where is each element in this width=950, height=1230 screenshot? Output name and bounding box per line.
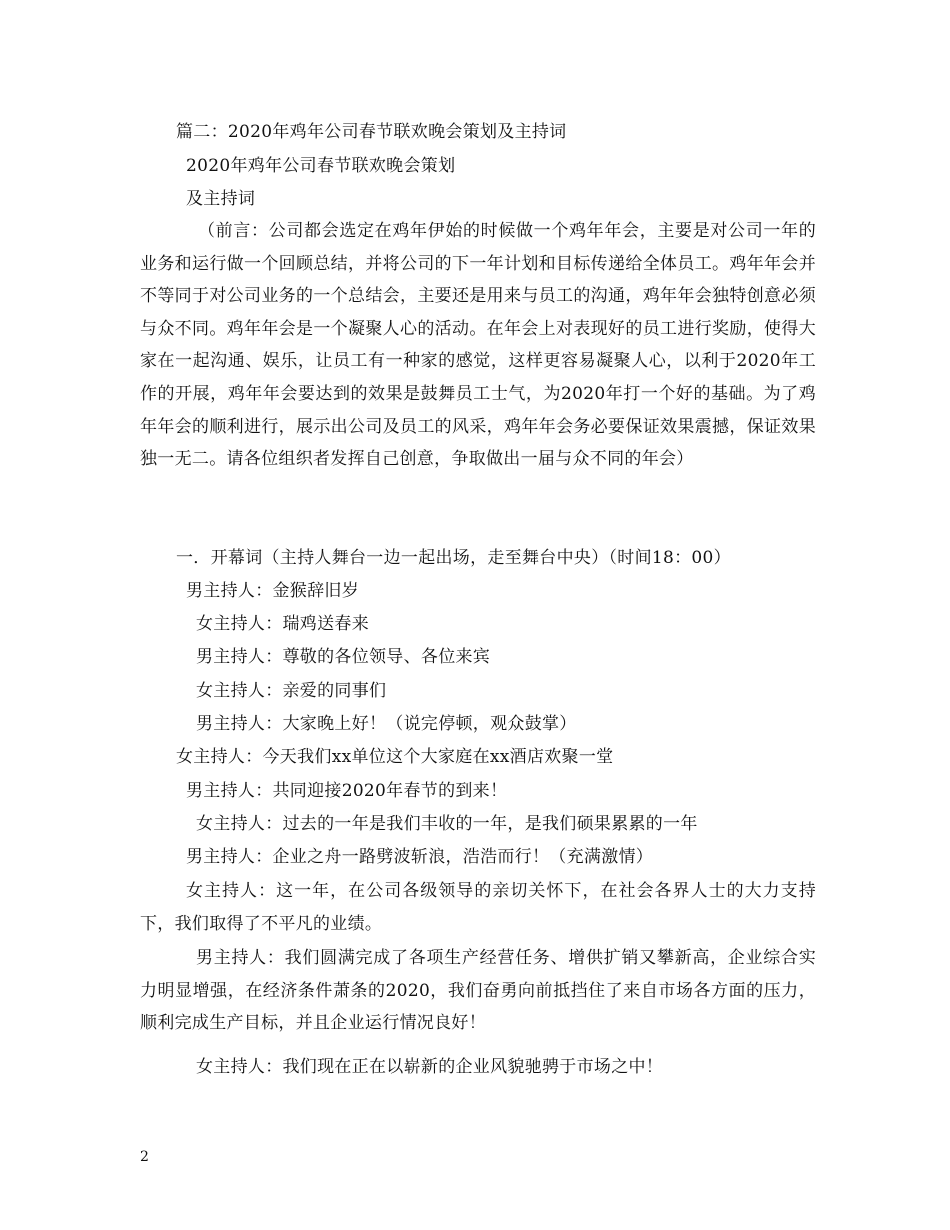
dialogue-line: 男主持人：大家晚上好！（说完停顿，观众鼓掌） <box>196 714 577 734</box>
dialogue-line: 女主持人：瑞鸡送春来 <box>196 614 369 634</box>
male-host-paragraph: 男主持人：我们圆满完成了各项生产经营任务、增供扩销又攀新高，企业综合实力明显增强，在经济条件萧条的2020，我们奋勇向前抵挡住了来自市场各方面的压力，顺利完成生产目标，并且企业运行情况良好！ <box>140 948 816 1034</box>
dialogue-line: 女主持人：我们现在正在以崭新的企业风貌驰骋于市场之中！ <box>196 1057 664 1077</box>
dialogue-line: 女主持人：今天我们xx单位这个大家庭在xx酒店欢聚一堂 <box>176 747 614 767</box>
preface-paragraph: （前言：公司都会选定在鸡年伊始的时候做一个鸡年年会，主要是对公司一年的业务和运行做一个回顾总结，并将公司的下一年计划和目标传递给全体员工。鸡年年会并不等同于对公司业务的一个总结会，主要还是用来与员工的沟通，鸡年年会独特创意必须与众不同。鸡年年会是一个凝聚人心的活动。在年会上对表现好的员工进行奖励，使得大家在一起沟通、娱乐，让员工有一种家的感觉，这样更容易凝聚人心，以利于2020年工作的开展，鸡年年会要达到的效果是鼓舞员工士气，为2020年打一个好的基础。为了鸡年年会的顺利进行，展示出公司及员工的风采，鸡年年会务必要保证效果震撼，保证效果独一无二。请各位组织者发挥自己创意，争取做出一届与众不同的年会） <box>140 221 816 470</box>
dialogue-line: 女主持人：亲爱的同事们 <box>196 681 387 701</box>
page-number: 2 <box>140 1149 149 1165</box>
dialogue-line: 女主持人：过去的一年是我们丰收的一年，是我们硕果累累的一年 <box>196 814 698 834</box>
dialogue-line: 男主持人：尊敬的各位领导、各位来宾 <box>196 647 491 667</box>
dialogue-line: 男主持人：共同迎接2020年春节的到来！ <box>186 781 508 801</box>
heading-subtitle: 2020年鸡年公司春节联欢晚会策划 <box>186 156 456 176</box>
heading-title: 篇二：2020年鸡年公司春节联欢晚会策划及主持词 <box>176 122 567 142</box>
female-host-paragraph: 女主持人：这一年，在公司各级领导的亲切关怀下，在社会各界人士的大力支持下，我们取得了不平凡的业绩。 <box>140 881 816 934</box>
dialogue-line: 男主持人：企业之舟一路劈波斩浪，浩浩而行！（充满激情） <box>186 847 654 867</box>
dialogue-line: 男主持人：金猴辞旧岁 <box>186 581 359 601</box>
heading-subtitle-continued: 及主持词 <box>186 189 256 209</box>
section-opening-heading: 一．开幕词（主持人舞台一边一起出场，走至舞台中央）（时间18：00） <box>176 548 731 568</box>
